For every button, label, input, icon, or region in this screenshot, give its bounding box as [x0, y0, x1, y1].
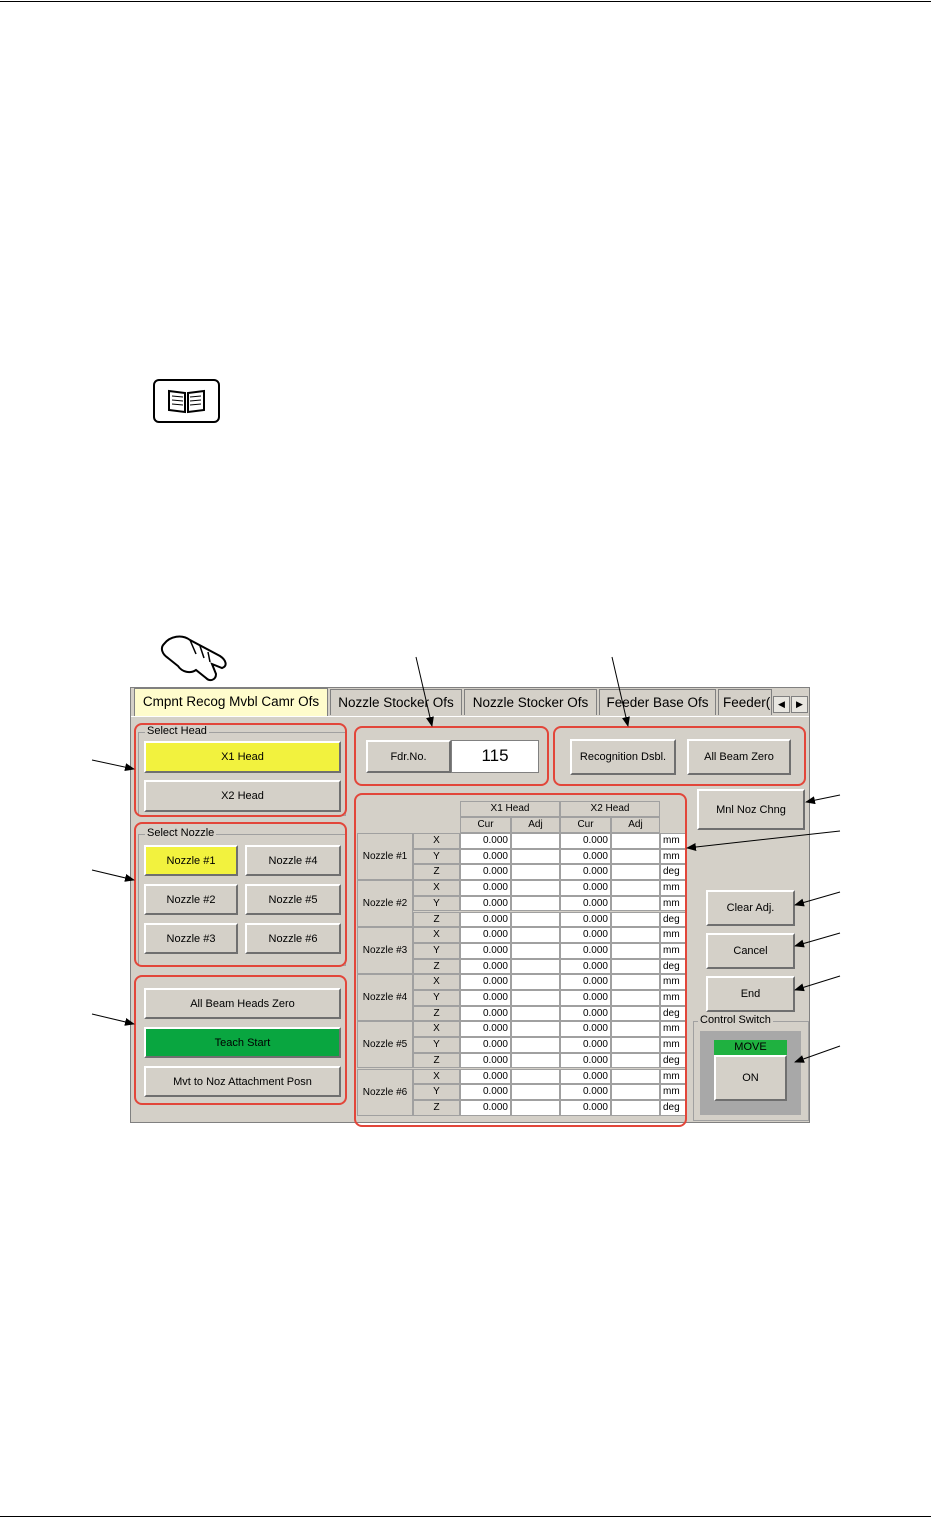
- axis-label: Y: [413, 943, 460, 959]
- callout-select-head: [134, 723, 347, 817]
- axis-label: Y: [413, 990, 460, 1006]
- nozzle-2-button[interactable]: Nozzle #2: [144, 884, 238, 915]
- axis-label: Y: [413, 896, 460, 912]
- x1-cur-value: 0.000: [460, 990, 511, 1006]
- axis-label: Z: [413, 1006, 460, 1022]
- x2-adj-header: Adj: [611, 817, 660, 833]
- x2-cur-value: 0.000: [560, 912, 611, 928]
- x2-cur-value: 0.000: [560, 1084, 611, 1100]
- mvt-to-noz-attachment-posn-button[interactable]: Mvt to Noz Attachment Posn: [144, 1066, 341, 1097]
- clear-adj-button[interactable]: Clear Adj.: [706, 890, 795, 926]
- unit-label: mm: [660, 1037, 686, 1053]
- x1-cur-value: 0.000: [460, 849, 511, 865]
- unit-label: mm: [660, 1069, 686, 1085]
- callout-fdr-no: [354, 726, 549, 786]
- nozzle-5-button[interactable]: Nozzle #5: [245, 884, 341, 915]
- x2-cur-value: 0.000: [560, 927, 611, 943]
- unit-label: deg: [660, 1053, 686, 1069]
- x2-cur-value: 0.000: [560, 974, 611, 990]
- bottom-rule: [0, 1516, 931, 1517]
- unit-label: deg: [660, 912, 686, 928]
- x1-cur-value: 0.000: [460, 1037, 511, 1053]
- x1-cur-value: 0.000: [460, 959, 511, 975]
- x1-cur-value: 0.000: [460, 880, 511, 896]
- x2-cur-value: 0.000: [560, 1037, 611, 1053]
- x1-cur-value: 0.000: [460, 896, 511, 912]
- tab-next-icon[interactable]: ▶: [791, 696, 808, 713]
- nozzle-4-button[interactable]: Nozzle #4: [245, 845, 341, 876]
- move-status: MOVE: [714, 1040, 787, 1055]
- all-beam-heads-zero-button[interactable]: All Beam Heads Zero: [144, 988, 341, 1019]
- axis-label: Y: [413, 1037, 460, 1053]
- unit-label: mm: [660, 849, 686, 865]
- axis-label: Z: [413, 1100, 460, 1116]
- x2-cur-value: 0.000: [560, 959, 611, 975]
- axis-label: X: [413, 1069, 460, 1085]
- recognition-dsbl-button[interactable]: Recognition Dsbl.: [570, 739, 676, 775]
- axis-label: Z: [413, 959, 460, 975]
- x1-cur-value: 0.000: [460, 833, 511, 849]
- nozzle-row-label: Nozzle #2: [357, 880, 413, 927]
- callout-top-buttons: [553, 726, 806, 786]
- x1-adj-header: Adj: [511, 817, 560, 833]
- x2-cur-value: 0.000: [560, 990, 611, 1006]
- x1-cur-value: 0.000: [460, 864, 511, 880]
- x1-cur-value: 0.000: [460, 1021, 511, 1037]
- unit-label: mm: [660, 927, 686, 943]
- nozzle-1-button[interactable]: Nozzle #1: [144, 845, 238, 876]
- x2-head-header: X2 Head: [560, 801, 660, 817]
- axis-label: X: [413, 1021, 460, 1037]
- all-beam-zero-button[interactable]: All Beam Zero: [687, 739, 791, 775]
- x2-cur-value: 0.000: [560, 864, 611, 880]
- nozzle-row-label: Nozzle #6: [357, 1069, 413, 1116]
- x1-head-button[interactable]: X1 Head: [144, 741, 341, 773]
- x1-cur-header: Cur: [460, 817, 511, 833]
- nozzle-6-button[interactable]: Nozzle #6: [245, 923, 341, 954]
- x2-cur-value: 0.000: [560, 1100, 611, 1116]
- x2-cur-value: 0.000: [560, 1053, 611, 1069]
- unit-label: mm: [660, 896, 686, 912]
- unit-label: mm: [660, 1021, 686, 1037]
- x2-cur-value: 0.000: [560, 896, 611, 912]
- tab-nozzle-stocker-2[interactable]: Nozzle Stocker Ofs: [464, 689, 597, 715]
- axis-label: Y: [413, 849, 460, 865]
- axis-label: X: [413, 880, 460, 896]
- x2-cur-value: 0.000: [560, 943, 611, 959]
- x1-head-header: X1 Head: [460, 801, 560, 817]
- unit-label: deg: [660, 1006, 686, 1022]
- nozzle-row-label: Nozzle #5: [357, 1021, 413, 1068]
- callout-actions: [134, 975, 347, 1105]
- unit-label: mm: [660, 833, 686, 849]
- axis-label: Y: [413, 1084, 460, 1100]
- axis-label: Z: [413, 1053, 460, 1069]
- x2-cur-value: 0.000: [560, 849, 611, 865]
- nozzle-row-label: Nozzle #4: [357, 974, 413, 1021]
- tab-prev-icon[interactable]: ◀: [773, 696, 790, 713]
- x1-cur-value: 0.000: [460, 1100, 511, 1116]
- end-button[interactable]: End: [706, 976, 795, 1012]
- axis-label: X: [413, 974, 460, 990]
- nozzle-3-button[interactable]: Nozzle #3: [144, 923, 238, 954]
- x2-cur-value: 0.000: [560, 833, 611, 849]
- unit-label: mm: [660, 880, 686, 896]
- x1-cur-value: 0.000: [460, 1069, 511, 1085]
- fdr-no-button[interactable]: Fdr.No.: [366, 740, 451, 773]
- x2-cur-value: 0.000: [560, 1006, 611, 1022]
- x1-cur-value: 0.000: [460, 943, 511, 959]
- x1-cur-value: 0.000: [460, 1053, 511, 1069]
- tab-cmpnt-recog[interactable]: Cmpnt Recog Mvbl Camr Ofs: [134, 688, 328, 717]
- tab-bar: [131, 688, 809, 716]
- x1-cur-value: 0.000: [460, 1084, 511, 1100]
- pointing-hand-icon: [160, 630, 240, 690]
- x1-cur-value: 0.000: [460, 1006, 511, 1022]
- unit-label: deg: [660, 864, 686, 880]
- callout-select-nozzle: [134, 822, 347, 967]
- unit-label: deg: [660, 959, 686, 975]
- x2-head-button[interactable]: X2 Head: [144, 780, 341, 812]
- control-switch-label: Control Switch: [700, 1014, 771, 1026]
- select-nozzle-label: Select Nozzle: [147, 827, 215, 839]
- nozzle-row-label: Nozzle #3: [357, 927, 413, 974]
- x2-cur-header: Cur: [560, 817, 611, 833]
- manual-book-icon: [153, 379, 220, 423]
- axis-label: X: [413, 833, 460, 849]
- callout-table: [354, 793, 687, 1127]
- unit-label: mm: [660, 1084, 686, 1100]
- tab-nozzle-stocker-1[interactable]: Nozzle Stocker Ofs: [330, 689, 462, 715]
- select-head-label: Select Head: [147, 725, 207, 737]
- on-button[interactable]: ON: [714, 1055, 787, 1101]
- unit-label: mm: [660, 974, 686, 990]
- x2-cur-value: 0.000: [560, 1021, 611, 1037]
- cancel-button[interactable]: Cancel: [706, 933, 795, 969]
- tab-feeder[interactable]: Feeder(: [718, 689, 772, 715]
- x2-cur-value: 0.000: [560, 1069, 611, 1085]
- axis-label: X: [413, 927, 460, 943]
- fdr-no-value[interactable]: 115: [451, 740, 539, 773]
- x1-cur-value: 0.000: [460, 912, 511, 928]
- x1-cur-value: 0.000: [460, 974, 511, 990]
- x2-cur-value: 0.000: [560, 880, 611, 896]
- mnl-noz-chng-button[interactable]: Mnl Noz Chng: [697, 789, 805, 830]
- unit-label: deg: [660, 1100, 686, 1116]
- unit-label: mm: [660, 990, 686, 1006]
- axis-label: Z: [413, 912, 460, 928]
- tab-feeder-base[interactable]: Feeder Base Ofs: [599, 689, 716, 715]
- teach-start-button[interactable]: Teach Start: [144, 1027, 341, 1058]
- axis-label: Z: [413, 864, 460, 880]
- unit-label: mm: [660, 943, 686, 959]
- top-rule: [0, 1, 931, 2]
- x1-cur-value: 0.000: [460, 927, 511, 943]
- nozzle-row-label: Nozzle #1: [357, 833, 413, 880]
